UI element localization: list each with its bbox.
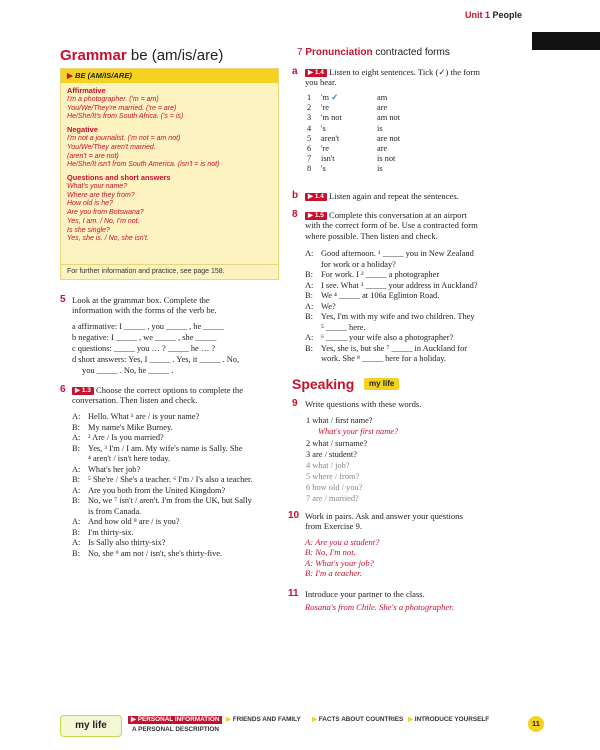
- dialogue-line: [72, 528, 292, 539]
- exercise-7a-instruction: [305, 67, 480, 88]
- pronunciation-row[interactable]: [307, 124, 383, 134]
- contracted-form[interactable]: 's: [321, 164, 326, 174]
- example-line: A: What's your job?: [305, 557, 374, 568]
- audio-track-badge[interactable]: ▶ 1.4: [305, 193, 327, 201]
- dialogue-text[interactable]: ⁴ aren't / isn't here today.: [88, 454, 171, 463]
- instruction-line: conversation. Then listen and check.: [72, 395, 198, 406]
- dialogue-line: [305, 354, 545, 365]
- grammar-example: I'm not a journalist. ('m not = am not): [67, 135, 181, 142]
- grammar-example: Is she single?: [67, 226, 110, 234]
- arrow-icon: ▶: [226, 716, 233, 723]
- grammar-example: Where are they from?: [67, 191, 135, 199]
- dialogue-text[interactable]: What's her job?: [88, 464, 141, 474]
- question-item: 7 are / married?: [306, 494, 359, 503]
- footer-item-personal-information[interactable]: [128, 716, 222, 724]
- question-item: 6 how old / you?: [306, 483, 363, 492]
- instruction-line: Choose the correct options to complete the: [96, 385, 244, 395]
- dialogue-text[interactable]: And how old ⁸ are / is you?: [88, 517, 180, 526]
- speaking-title: Speaking: [292, 376, 355, 392]
- question-item: 2 what / surname?: [306, 439, 368, 448]
- question-item: 1 what / first name?: [306, 416, 373, 425]
- row-number: 7: [307, 154, 312, 164]
- exercise-6-number: 6: [60, 384, 66, 395]
- audio-track-badge[interactable]: ▶ 1.5: [305, 212, 327, 220]
- instruction-line: Listen to eight sentences. Tick (✓) the form: [329, 67, 480, 77]
- speaker-label: B:: [305, 270, 313, 279]
- dialogue-text[interactable]: Yes, I'm with my wife and two children. They: [321, 312, 475, 321]
- grammar-example: You/We/They're married. ('re = are): [67, 104, 177, 112]
- row-number: 8: [307, 164, 312, 174]
- grammar-title: [60, 47, 223, 65]
- exercise-11-example: Rosana's from Chile. She's a photographer.: [305, 602, 454, 612]
- dialogue-line: [72, 496, 292, 507]
- dialogue-text[interactable]: Good afternoon. ¹ _____ you in New Zealand: [321, 249, 474, 258]
- speaker-label: B:: [72, 475, 80, 484]
- exercise-5-instruction: [72, 295, 217, 316]
- footer-item-friends-and-family[interactable]: [226, 716, 301, 724]
- exercise-5-item-a[interactable]: a affirmative: I _____ , you _____ , he _____: [72, 322, 225, 331]
- audio-track-badge[interactable]: ▶ 1.4: [305, 69, 327, 77]
- pronunciation-row[interactable]: [307, 134, 400, 144]
- speaker-label: B:: [72, 527, 80, 537]
- footer-item-label: FRIENDS AND FAMILY: [232, 716, 301, 723]
- pronunciation-row[interactable]: [307, 93, 387, 103]
- speaker-label: A:: [72, 412, 81, 421]
- row-number: 1: [307, 93, 312, 102]
- instruction-line: Look at the grammar box. Complete the: [72, 295, 210, 305]
- speaker-label: A:: [305, 333, 314, 342]
- dialogue-text[interactable]: ⁶ _____ your wife also a photographer?: [321, 333, 454, 342]
- dialogue-line: [72, 517, 292, 528]
- questions-label: Questions and short answers: [67, 173, 171, 182]
- dialogue-line: [72, 486, 292, 497]
- contracted-form[interactable]: isn't: [321, 154, 335, 164]
- speaker-label: B:: [72, 496, 80, 505]
- instruction-line: information with the forms of the verb be.: [72, 305, 217, 316]
- pronunciation-row[interactable]: [307, 164, 383, 174]
- dialogue-text[interactable]: ⁵ She're / She's a teacher. ⁶ I'm / I's also a teacher.: [88, 475, 253, 484]
- pronunciation-title-main: Pronunciation: [305, 47, 373, 58]
- speaker-label: B:: [305, 343, 313, 353]
- contracted-form[interactable]: 'm not: [321, 113, 342, 123]
- negative-label: Negative: [67, 125, 98, 135]
- dialogue-text[interactable]: For work. I ² _____ a photographer: [321, 270, 440, 279]
- dialogue-line: [305, 323, 545, 334]
- exercise-7b-label: b: [292, 190, 299, 201]
- arrow-icon: ▶: [67, 71, 73, 80]
- question-item: 4 what / job?: [306, 461, 350, 470]
- speaker-label: B:: [305, 291, 313, 300]
- exercise-5-number: 5: [60, 294, 66, 305]
- dialogue-line: [305, 249, 545, 260]
- row-number: 5: [307, 133, 312, 143]
- dialogue-line: [72, 444, 292, 455]
- tick-icon: ✓: [331, 93, 339, 102]
- speaker-label: A:: [305, 280, 314, 290]
- my-life-badge: my life: [364, 378, 399, 390]
- dialogue-line: [305, 281, 545, 292]
- speaker-label: A:: [305, 249, 314, 258]
- example-line: A: Are you a student?: [305, 537, 380, 547]
- dialogue-text[interactable]: Are you both from the United Kingdom?: [88, 485, 226, 495]
- instruction-line: you hear.: [305, 77, 337, 88]
- exercise-10-example: [305, 537, 379, 579]
- grammar-example: Yes, she is. / No, she isn't.: [67, 235, 149, 243]
- dialogue-text[interactable]: I see. What ³ _____ your address in Auckland?: [321, 280, 478, 290]
- dialogue-text[interactable]: We ⁴ _____ at 106a Eglinton Road.: [321, 291, 440, 300]
- exercise-6-dialogue: [72, 412, 292, 559]
- grammar-example: How old is he?: [67, 200, 113, 208]
- exercise-7b-instruction: [305, 191, 459, 201]
- dialogue-text[interactable]: ² Are / Is you married?: [88, 433, 164, 442]
- example-line: B: No, I'm not.: [305, 547, 356, 558]
- exercise-6-instruction: [72, 385, 243, 406]
- grammar-example: Yes, I am. / No, I'm not.: [67, 217, 140, 225]
- dialogue-text[interactable]: for work or a holiday?: [321, 259, 396, 269]
- full-form[interactable]: am: [377, 93, 388, 102]
- dialogue-line: [305, 333, 545, 344]
- dialogue-line: [305, 302, 545, 313]
- dialogue-line: [72, 433, 292, 444]
- track-number: 1.4: [314, 69, 324, 76]
- dialogue-line: [72, 475, 292, 486]
- dialogue-line: [305, 260, 545, 271]
- full-form[interactable]: are not: [377, 133, 401, 143]
- dialogue-text[interactable]: Hello. What ¹ are / is your name?: [88, 412, 200, 421]
- track-number: 1.5: [314, 212, 324, 219]
- exercise-5-item-d[interactable]: d short answers: Yes, I _____ . Yes, it _____ . No,: [72, 355, 240, 364]
- track-number: 1.3: [81, 387, 91, 394]
- exercise-5-item-c[interactable]: c questions: _____ you … ? _____ he … ?: [72, 344, 216, 353]
- grammar-title-topic: be (am/is/are): [126, 47, 224, 64]
- page-number: 11: [528, 716, 544, 732]
- footer-item-label: INTRODUCE YOURSELF: [414, 716, 490, 723]
- pronunciation-title-topic: contracted forms: [372, 47, 450, 58]
- exercise-7a-label: a: [292, 66, 298, 77]
- question-item: 5 where / from?: [306, 472, 360, 481]
- exercise-8-dialogue: [305, 249, 545, 365]
- grammar-example: He/She/It's from South Africa. ('s = is): [67, 113, 184, 121]
- footer-item-introduce-yourself[interactable]: [408, 716, 489, 724]
- dialogue-text[interactable]: Is Sally also thirty-six?: [88, 538, 166, 547]
- exercise-9-number: 9: [292, 398, 298, 409]
- dialogue-line: [72, 465, 292, 476]
- grammar-title-main: Grammar: [60, 47, 127, 64]
- pronunciation-row[interactable]: [307, 103, 387, 113]
- dialogue-text[interactable]: No, she ⁹ am not / isn't, she's thirty-five.: [88, 548, 223, 558]
- dialogue-text[interactable]: We?: [321, 301, 336, 311]
- grammar-box-title: BE (AM/IS/ARE): [74, 71, 132, 80]
- contracted-form[interactable]: 're: [321, 144, 330, 153]
- exercise-11-number: 11: [288, 588, 299, 599]
- speaker-label: A:: [72, 485, 81, 495]
- arrow-icon: ▶: [131, 716, 138, 723]
- exercise-8-number: 8: [292, 209, 298, 220]
- unit-header: [465, 10, 522, 21]
- dialogue-line: [72, 412, 292, 423]
- exercise-10-instruction: [305, 511, 463, 532]
- speaker-label: A:: [72, 538, 81, 547]
- arrow-icon: ▶: [312, 716, 319, 723]
- dialogue-text[interactable]: My name's Mike Burney.: [88, 422, 173, 432]
- question-item: 3 are / student?: [306, 450, 357, 459]
- dialogue-line: [72, 507, 292, 518]
- dialogue-line: [72, 423, 292, 434]
- grammar-example: What's your name?: [67, 182, 128, 190]
- example-line: B: I'm a teacher.: [305, 568, 362, 579]
- instruction-line: from Exercise 9.: [305, 521, 363, 532]
- dialogue-line: [305, 270, 545, 281]
- footer-nav: [60, 712, 560, 738]
- audio-track-badge[interactable]: ▶ 1.3: [72, 387, 94, 395]
- dialogue-text[interactable]: work. She ⁸ _____ here for a holiday.: [321, 354, 446, 363]
- instruction-line: where possible. Then listen and check.: [305, 230, 438, 241]
- contracted-form[interactable]: 'm ✓: [321, 93, 339, 102]
- unit-label: Unit 1: [464, 10, 490, 20]
- dialogue-text[interactable]: Yes, ³ I'm / I am. My wife's name is Sally. She: [88, 443, 243, 453]
- full-form[interactable]: is: [377, 123, 383, 133]
- exercise-11-instruction: Introduce your partner to the class.: [305, 589, 425, 599]
- dialogue-text[interactable]: ⁵ _____ here.: [321, 322, 366, 332]
- grammar-example: (aren't = are not): [67, 152, 119, 160]
- affirmative-label: Affirmative: [67, 86, 106, 95]
- speaker-label: A:: [72, 464, 81, 474]
- exercise-5-item-d-cont[interactable]: you _____ . No, he _____ .: [82, 366, 174, 375]
- dialogue-text[interactable]: is from Canada.: [88, 506, 142, 516]
- full-form[interactable]: are: [377, 103, 388, 113]
- speaker-label: A:: [72, 433, 81, 442]
- grammar-box-header: [61, 69, 278, 83]
- dialogue-text[interactable]: No, we ⁷ isn't / aren't. I'm from the UK, but Sally: [88, 496, 252, 505]
- dialogue-line: [305, 291, 545, 302]
- full-form[interactable]: am not: [377, 113, 401, 123]
- instruction-line: Work in pairs. Ask and answer your questions: [305, 511, 463, 521]
- speaker-label: B:: [305, 312, 313, 321]
- dialogue-line: [305, 312, 545, 323]
- speaker-label: B:: [72, 548, 80, 558]
- pronunciation-row[interactable]: [307, 154, 395, 164]
- exercise-5-item-b[interactable]: b negative: I _____ , we _____ , she _____: [72, 333, 217, 342]
- contracted-form[interactable]: 's: [321, 123, 326, 133]
- grammar-example: I'm a photographer. ('m = am): [67, 95, 159, 103]
- full-form[interactable]: is: [377, 164, 383, 174]
- instruction-line: Listen again and repeat the sentences.: [329, 191, 459, 201]
- row-number: 3: [307, 113, 312, 123]
- exercise-10-number: 10: [288, 510, 300, 521]
- full-form[interactable]: is not: [377, 154, 396, 164]
- pronunciation-title: 7 Pronunciation contracted forms: [297, 47, 450, 58]
- question-answer-example: What's your first name?: [318, 427, 399, 436]
- contracted-form[interactable]: 're: [321, 103, 330, 113]
- dialogue-line: [72, 454, 292, 465]
- speaker-label: A:: [305, 301, 314, 311]
- track-number: 1.4: [314, 193, 324, 200]
- instruction-line: Complete this conversation at an airport: [329, 210, 467, 220]
- grammar-example: He/She/It isn't from South America. (isn't = is not): [67, 161, 220, 169]
- footer-item-label: FACTS ABOUT COUNTRIES: [318, 716, 404, 723]
- speaker-label: B:: [72, 443, 80, 453]
- row-number: 4: [307, 123, 312, 133]
- footer-item-personal-description[interactable]: [132, 726, 219, 734]
- row-number: 6: [307, 144, 312, 153]
- dialogue-line: [72, 538, 292, 549]
- footer-item-facts-about-countries[interactable]: [312, 716, 403, 724]
- speaker-label: A:: [72, 517, 81, 526]
- dialogue-line: [72, 549, 292, 560]
- exercise-8-instruction: [305, 210, 478, 241]
- instruction-line: with the correct form of be. Use a contracted form: [305, 220, 478, 231]
- footer-item-label: PERSONAL INFORMATION: [137, 716, 220, 723]
- dialogue-text[interactable]: Yes, she is, but she ⁷ _____ in Auckland for: [321, 343, 468, 353]
- grammar-example: You/We/They aren't married.: [67, 143, 156, 151]
- grammar-box: [60, 68, 279, 280]
- arrow-icon: ▶: [408, 716, 415, 723]
- grammar-footnote: For further information and practice, see page 158.: [61, 264, 278, 279]
- contracted-form[interactable]: aren't: [321, 133, 340, 143]
- exercise-9-instruction: Write questions with these words.: [305, 399, 422, 409]
- unit-title: People: [492, 10, 522, 20]
- footer-item-label: A PERSONAL DESCRIPTION: [132, 726, 219, 733]
- row-number: 2: [307, 103, 312, 113]
- dialogue-line: [305, 344, 545, 355]
- speaker-label: B:: [72, 422, 80, 432]
- header-tab: [532, 32, 600, 50]
- grammar-example: Are you from Botswana?: [67, 209, 144, 217]
- full-form[interactable]: are: [377, 144, 388, 153]
- footer-my-life-badge: my life: [60, 715, 122, 737]
- pronunciation-row[interactable]: [307, 144, 387, 154]
- dialogue-text[interactable]: I'm thirty-six.: [88, 527, 134, 537]
- pronunciation-row[interactable]: [307, 113, 400, 123]
